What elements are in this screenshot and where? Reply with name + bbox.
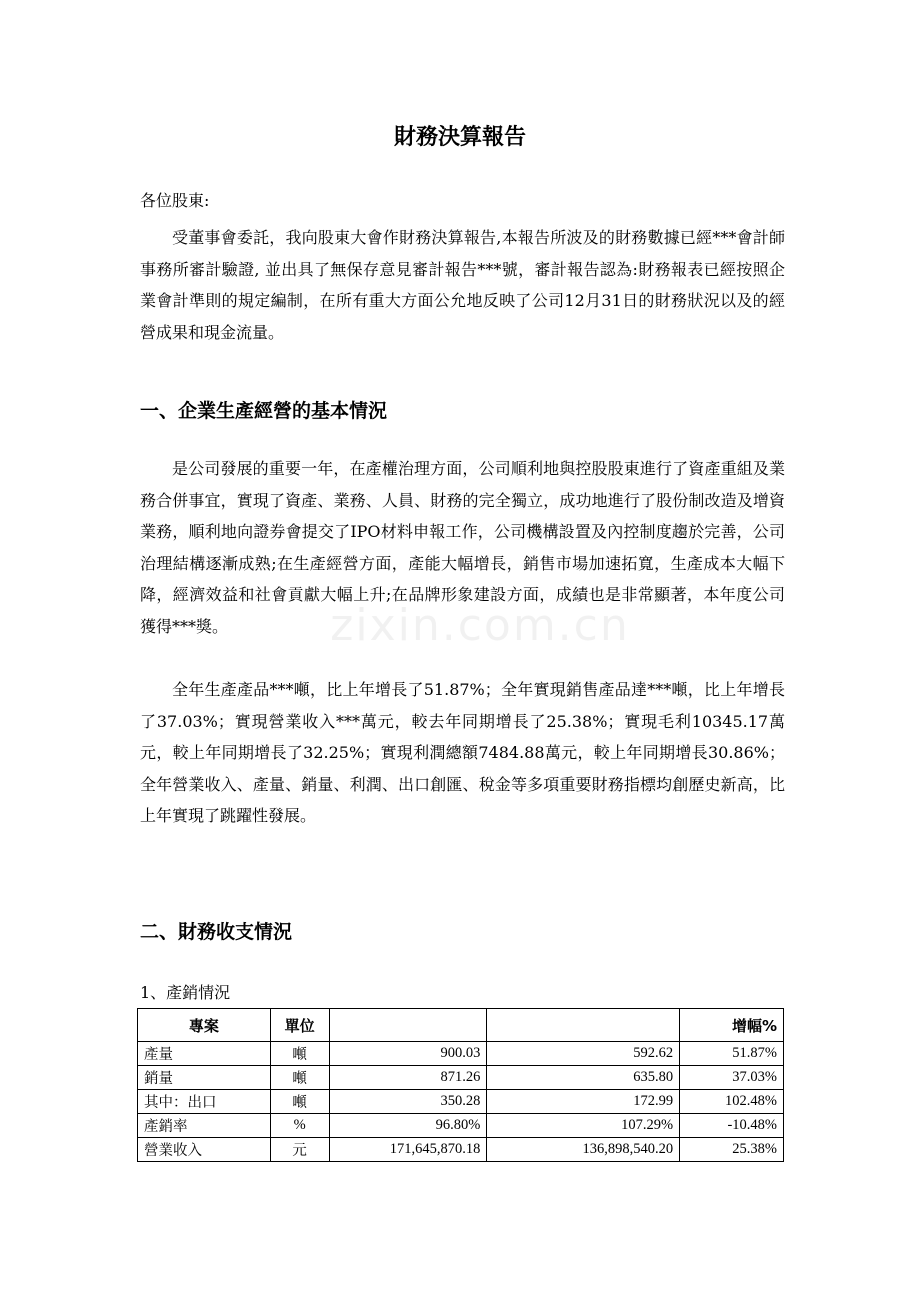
section1-paragraph-1: 是公司發展的重要一年，在產權治理方面，公司順利地與控股股東進行了資產重組及業務合併事宜，實現了資產、業務、人員、財務的完全獨立，成功地進行了股份制改造及增資業務，順利地向證券會提交了IPO材料申報工作，公司機構設置及內控制度趨於完善，公司治理結構逐漸成熟;在生產經營方面，產能大幅增長，銷售市場加速拓寬，生產成本大幅下降，經濟效益和社會貢獻大幅上升;在品牌形象建設方面，成績也是非常顯著，本年度公司獲得***獎。: [140, 459, 785, 636]
table-cell: 噸: [270, 1042, 329, 1066]
table-row: [138, 1114, 784, 1138]
table-cell: 噸: [270, 1090, 329, 1114]
table-cell: 營業收入: [138, 1138, 271, 1162]
intro-paragraph: 受董事會委託，我向股東大會作財務決算報告,本報告所波及的財務數據已經***會計師事務所審計驗證, 並出具了無保存意見審計報告***號，審計報告認為:財務報表已經按照企業會計準則的規定編制，在所有重大方面公允地反映了公司12月31日的財務狀況以及的經營成果和現金流量。: [140, 228, 785, 342]
table-row: [138, 1066, 784, 1090]
table-cell: 171,645,870.18: [329, 1138, 487, 1162]
table-cell: 元: [270, 1138, 329, 1162]
table-cell: 136,898,540.20: [487, 1138, 680, 1162]
subsection-heading: 1、產銷情況: [140, 983, 231, 1002]
table-header-cell: 增幅%: [680, 1009, 784, 1042]
table-cell: 其中：出口: [138, 1090, 271, 1114]
table-cell: -10.48%: [680, 1114, 784, 1138]
table-cell: 172.99: [487, 1090, 680, 1114]
table-cell: 592.62: [487, 1042, 680, 1066]
table-cell: 900.03: [329, 1042, 487, 1066]
table-cell: 350.28: [329, 1090, 487, 1114]
table-cell: 37.03%: [680, 1066, 784, 1090]
table-header-cell: [329, 1009, 487, 1042]
table-header-cell: 單位: [270, 1009, 329, 1042]
table-cell: 102.48%: [680, 1090, 784, 1114]
table-cell: 96.80%: [329, 1114, 487, 1138]
production-sales-table: [137, 1008, 784, 1162]
section-heading-1: 一、企業生產經營的基本情況: [140, 400, 388, 422]
table-cell: 25.38%: [680, 1138, 784, 1162]
table-row: [138, 1042, 784, 1066]
document-title: 財務決算報告: [393, 125, 526, 150]
table-row: [138, 1138, 784, 1162]
section1-paragraph-2: 全年生產產品***噸，比上年增長了51.87%；全年實現銷售產品達***噸，比上年增長了37.03%；實現營業收入***萬元，較去年同期增長了25.38%；實現毛利10345.17萬元，較上年同期增長了32.25%；實現利潤總額7484.88萬元，較上年同期增長30.86%；全年營業收入、產量、銷量、利潤、出口創匯、稅金等多項重要財務指標均創歷史新高，比上年實現了跳躍性發展。: [140, 680, 785, 825]
table-cell: 銷量: [138, 1066, 271, 1090]
table-row: [138, 1090, 784, 1114]
table-header-row: [138, 1009, 784, 1042]
table-cell: 51.87%: [680, 1042, 784, 1066]
salutation: 各位股東:: [140, 191, 210, 210]
section-heading-2: 二、財務收支情況: [140, 921, 293, 943]
table-cell: 噸: [270, 1066, 329, 1090]
table-cell: %: [270, 1114, 329, 1138]
table-cell: 635.80: [487, 1066, 680, 1090]
table-cell: 產銷率: [138, 1114, 271, 1138]
table-header-cell: 專案: [138, 1009, 271, 1042]
table-cell: 產量: [138, 1042, 271, 1066]
table-header-cell: [487, 1009, 680, 1042]
table-cell: 107.29%: [487, 1114, 680, 1138]
table-cell: 871.26: [329, 1066, 487, 1090]
watermark: zixin.com.cn: [330, 600, 630, 651]
